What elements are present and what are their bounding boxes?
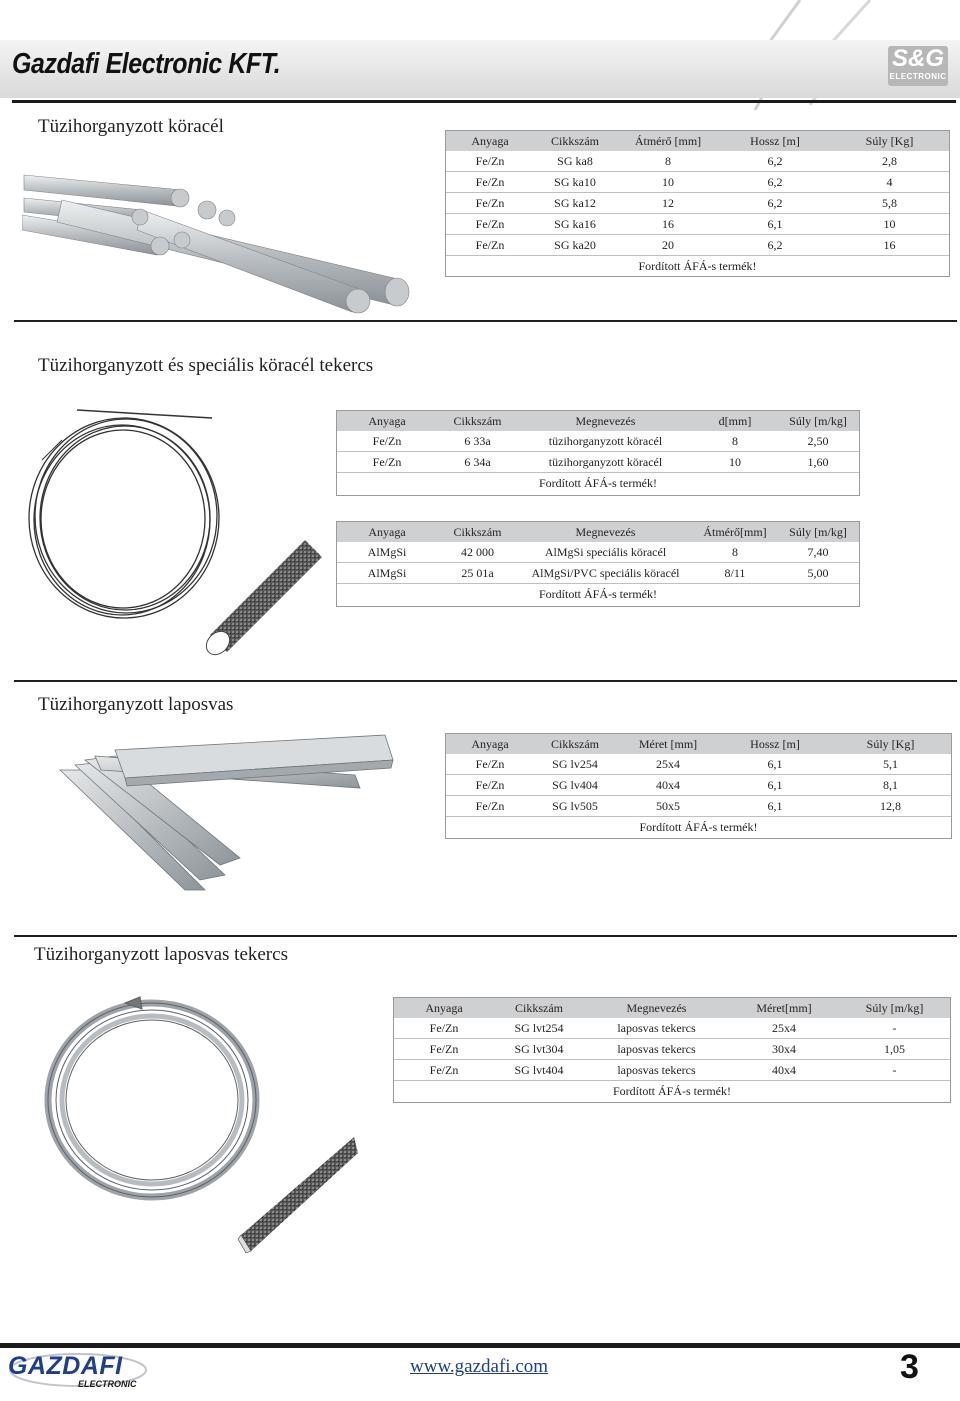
table-row: [446, 151, 949, 172]
rods-image: [22, 160, 412, 320]
table-cell: Fe/Zn: [446, 775, 534, 796]
col-header: Súly [m/kg]: [777, 522, 859, 542]
flat-coil-image: [40, 995, 265, 1205]
table-cell: 8: [693, 542, 777, 563]
table-cell: 6,1: [720, 214, 830, 235]
table-cell: 1,60: [777, 452, 859, 473]
col-header: Súly [m/kg]: [839, 998, 950, 1018]
table-cell: Fe/Zn: [446, 172, 534, 193]
table-cell: 2,8: [830, 151, 949, 172]
table-row: [446, 214, 949, 235]
col-header: Cikkszám: [494, 998, 584, 1018]
vat-note: Fordított ÁFÁ-s termék!: [638, 258, 757, 273]
vat-note: Fordított ÁFÁ-s termék!: [539, 475, 657, 490]
special-rod-image: [200, 535, 325, 660]
spec-table-tekercs: [337, 411, 859, 493]
table-cell: 6,1: [720, 754, 830, 775]
table-row: [446, 775, 951, 796]
table-cell: SG ka8: [534, 151, 616, 172]
table-cell: 5,1: [830, 754, 951, 775]
table-cell: Fe/Zn: [446, 796, 534, 817]
table-cell: -: [839, 1018, 950, 1039]
table-cell: 25x4: [616, 754, 720, 775]
spec-table-koracel: [446, 131, 949, 276]
section-title-tekercs: Tüzihorganyzott és speciális köracél tekercs: [38, 355, 374, 376]
table-cell: 2,50: [777, 431, 859, 452]
table-cell: AlMgSi: [337, 563, 437, 584]
table-cell: AlMgSi speciális köracél: [518, 542, 693, 563]
gazdafi-logo: [8, 1352, 137, 1389]
table-cell: Fe/Zn: [446, 235, 534, 256]
table-cell: SG ka12: [534, 193, 616, 214]
col-header: Megnevezés: [518, 522, 693, 542]
sg-logo: [888, 46, 948, 86]
col-header: Cikkszám: [534, 734, 616, 754]
table-row: [394, 1018, 950, 1039]
spec-table-laposvas-tekercs: [394, 998, 950, 1101]
table-cell: 6,2: [720, 151, 830, 172]
table-cell: Fe/Zn: [394, 1039, 494, 1060]
col-header: Méret [mm]: [616, 734, 720, 754]
col-header: Megnevezés: [518, 411, 693, 431]
gazdafi-logo-text: GAZDAFI: [8, 1352, 123, 1380]
table-cell: SG lvt404: [494, 1060, 584, 1081]
vat-note: Fordított ÁFÁ-s termék!: [639, 819, 758, 834]
page-number: 3: [900, 1348, 919, 1386]
wire-coil-image: [22, 400, 227, 630]
table-cell: 7,40: [777, 542, 859, 563]
header-rule: [12, 100, 956, 103]
sg-logo-sub: ELECTRONIC: [889, 72, 947, 81]
table-cell: 8: [616, 151, 720, 172]
col-header: Méret[mm]: [729, 998, 839, 1018]
table-cell: tüzihorganyzott köracél: [518, 431, 693, 452]
section-rule: [14, 680, 957, 682]
table-row: [446, 193, 949, 214]
spec-table-laposvas: [446, 734, 951, 837]
table-cell: 20: [616, 235, 720, 256]
table-cell: SG lv505: [534, 796, 616, 817]
table-cell: 8: [693, 431, 777, 452]
section-title-koracel: Tüzihorganyzott köracél: [38, 116, 224, 137]
table-cell: 25x4: [729, 1018, 839, 1039]
table-cell: Fe/Zn: [394, 1018, 494, 1039]
col-header: Cikkszám: [437, 522, 518, 542]
table-cell: 10: [693, 452, 777, 473]
website-link[interactable]: www.gazdafi.com: [410, 1356, 549, 1377]
table-cell: Fe/Zn: [446, 151, 534, 172]
table-cell: 10: [830, 214, 949, 235]
section-title-laposvas: Tüzihorganyzott laposvas: [38, 694, 234, 715]
table-cell: laposvas tekercs: [584, 1039, 729, 1060]
col-header: Anyaga: [337, 522, 437, 542]
company-name: Gazdafi Electronic KFT.: [12, 48, 281, 80]
section-title-laposvas-tekercs: Tüzihorganyzott laposvas tekercs: [34, 944, 288, 965]
table-cell: 6,1: [720, 796, 830, 817]
table-cell: 42 000: [437, 542, 518, 563]
col-header: Súly [m/kg]: [777, 411, 859, 431]
col-header: Anyaga: [337, 411, 437, 431]
table-cell: laposvas tekercs: [584, 1018, 729, 1039]
flat-bars-image: [55, 730, 400, 895]
table-cell: 1,05: [839, 1039, 950, 1060]
gazdafi-logo-sub: ELECTRONIC: [78, 1379, 137, 1389]
vat-note: Fordított ÁFÁ-s termék!: [539, 586, 657, 601]
table-cell: laposvas tekercs: [584, 1060, 729, 1081]
table-row: [446, 796, 951, 817]
table-cell: 6,2: [720, 193, 830, 214]
table-cell: SG ka10: [534, 172, 616, 193]
flat-strip-image: [236, 1135, 361, 1255]
col-header: Átmérő[mm]: [693, 522, 777, 542]
table-cell: 40x4: [729, 1060, 839, 1081]
spec-table-almgsi: [337, 522, 859, 604]
sg-logo-text: S&G: [891, 45, 944, 72]
table-row: [337, 542, 859, 563]
table-row: [446, 754, 951, 775]
table-row: [446, 172, 949, 193]
table-row: [337, 563, 859, 584]
table-cell: Fe/Zn: [337, 431, 437, 452]
table-cell: SG lvt304: [494, 1039, 584, 1060]
table-cell: AlMgSi: [337, 542, 437, 563]
footer-rule: [0, 1343, 960, 1348]
table-cell: 50x5: [616, 796, 720, 817]
table-cell: tüzihorganyzott köracél: [518, 452, 693, 473]
col-header: d[mm]: [693, 411, 777, 431]
table-cell: SG lv254: [534, 754, 616, 775]
col-header: Anyaga: [446, 131, 534, 151]
table-cell: SG ka16: [534, 214, 616, 235]
col-header: Átmérő [mm]: [616, 131, 720, 151]
table-cell: Fe/Zn: [446, 214, 534, 235]
table-cell: 6,2: [720, 172, 830, 193]
table-cell: 12: [616, 193, 720, 214]
table-cell: Fe/Zn: [446, 193, 534, 214]
table-row: [394, 1060, 950, 1081]
table-cell: 40x4: [616, 775, 720, 796]
col-header: Súly [Kg]: [830, 131, 949, 151]
table-cell: 5,00: [777, 563, 859, 584]
table-cell: 6 33a: [437, 431, 518, 452]
table-cell: 30x4: [729, 1039, 839, 1060]
table-cell: 8,1: [830, 775, 951, 796]
table-cell: Fe/Zn: [446, 754, 534, 775]
table-row: [446, 235, 949, 256]
col-header: Anyaga: [394, 998, 494, 1018]
table-row: [337, 452, 859, 473]
col-header: Anyaga: [446, 734, 534, 754]
col-header: Cikkszám: [437, 411, 518, 431]
table-cell: 12,8: [830, 796, 951, 817]
col-header: Cikkszám: [534, 131, 616, 151]
col-header: Súly [Kg]: [830, 734, 951, 754]
table-cell: 25 01a: [437, 563, 518, 584]
table-cell: 8/11: [693, 563, 777, 584]
table-cell: -: [839, 1060, 950, 1081]
table-cell: SG lvt254: [494, 1018, 584, 1039]
col-header: Megnevezés: [584, 998, 729, 1018]
table-cell: 10: [616, 172, 720, 193]
section-rule: [14, 320, 957, 322]
table-cell: SG ka20: [534, 235, 616, 256]
table-cell: Fe/Zn: [337, 452, 437, 473]
table-cell: 6,2: [720, 235, 830, 256]
table-cell: 16: [830, 235, 949, 256]
table-cell: 6 34a: [437, 452, 518, 473]
table-row: [337, 431, 859, 452]
table-cell: 6,1: [720, 775, 830, 796]
table-cell: AlMgSi/PVC speciális köracél: [518, 563, 693, 584]
table-cell: SG lv404: [534, 775, 616, 796]
table-cell: 4: [830, 172, 949, 193]
table-cell: 16: [616, 214, 720, 235]
vat-note: Fordított ÁFÁ-s termék!: [613, 1083, 731, 1098]
table-cell: 5,8: [830, 193, 949, 214]
col-header: Hossz [m]: [720, 734, 830, 754]
table-cell: Fe/Zn: [394, 1060, 494, 1081]
table-row: [394, 1039, 950, 1060]
section-rule: [14, 935, 957, 937]
col-header: Hossz [m]: [720, 131, 830, 151]
